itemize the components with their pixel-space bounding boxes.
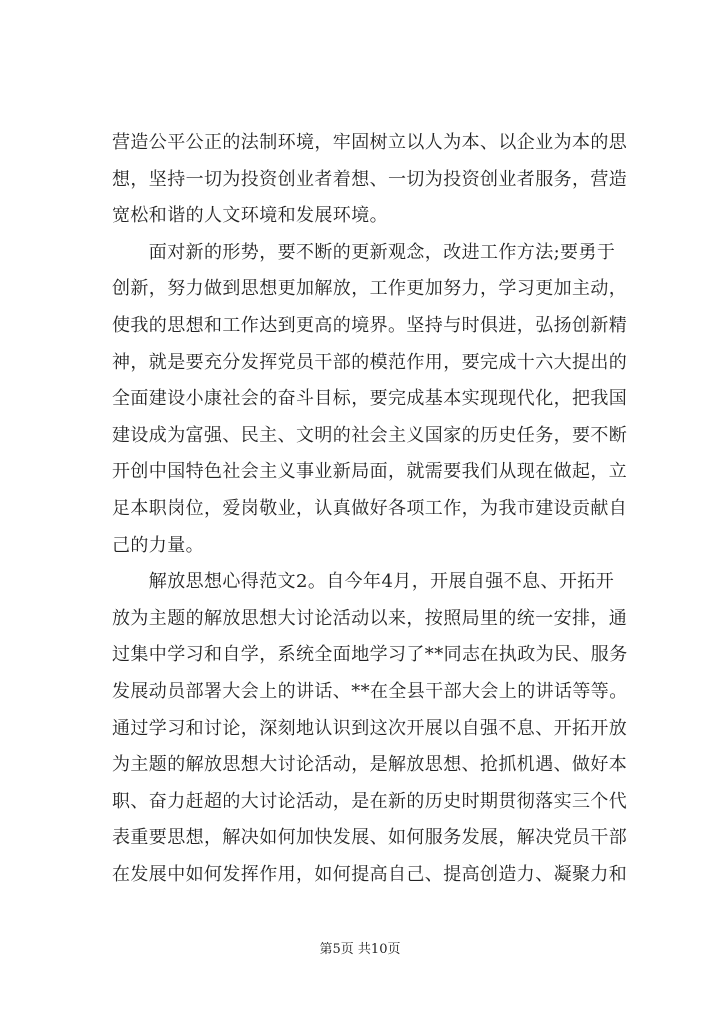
text-line: 通过学习和讨论，深刻地认识到这次开展以自强不息、开拓开放 xyxy=(112,717,628,739)
document-body xyxy=(112,125,632,893)
text-line: 建设成为富强、民主、文明的社会主义国家的历史任务，要不断 xyxy=(112,424,628,446)
text-line: 放为主题的解放思想大讨论活动以来，按照局里的统一安排，通 xyxy=(112,607,628,629)
text-line: 宽松和谐的人文环境和发展环境。 xyxy=(112,205,388,227)
text-line: 足本职岗位，爱岗敬业，认真做好各项工作，为我市建设贡献自 xyxy=(112,497,628,519)
text-line: 在发展中如何发挥作用，如何提高自己、提高创造力、凝聚力和 xyxy=(112,863,628,885)
text-line: 发展动员部署大会上的讲话、**在全县干部大会上的讲话等等。 xyxy=(112,680,628,702)
text-line: 职、奋力赶超的大讨论活动，是在新的历史时期贯彻落实三个代 xyxy=(112,790,628,812)
text-line: 全面建设小康社会的奋斗目标，要完成基本实现现代化，把我国 xyxy=(112,388,628,410)
text-line: 面对新的形势，要不断的更新观念，改进工作方法;要勇于 xyxy=(112,241,616,263)
text-line: 解放思想心得范文2。自今年4月，开展自强不息、开拓开 xyxy=(112,571,615,593)
page-number-footer: 第5页 共10页 xyxy=(319,942,401,957)
text-line: 神，就是要充分发挥党员干部的模范作用，要完成十六大提出的 xyxy=(112,351,628,373)
text-line: 开创中国特色社会主义事业新局面，就需要我们从现在做起，立 xyxy=(112,461,628,483)
text-line: 营造公平公正的法制环境，牢固树立以人为本、以企业为本的思 xyxy=(112,132,628,153)
text-line: 使我的思想和工作达到更高的境界。坚持与时俱进，弘扬创新精 xyxy=(112,314,628,336)
text-line: 想，坚持一切为投资创业者着想、一切为投资创业者服务，营造 xyxy=(112,168,628,190)
text-line: 己的力量。 xyxy=(112,534,204,556)
text-line: 过集中学习和自学，系统全面地学习了**同志在执政为民、服务 xyxy=(112,644,628,666)
text-line: 为主题的解放思想大讨论活动，是解放思想、抢抓机遇、做好本 xyxy=(112,754,628,776)
text-line: 创新，努力做到思想更加解放，工作更加努力，学习更加主动， xyxy=(112,278,628,300)
text-line: 表重要思想，解决如何加快发展、如何服务发展，解决党员干部 xyxy=(112,827,628,849)
